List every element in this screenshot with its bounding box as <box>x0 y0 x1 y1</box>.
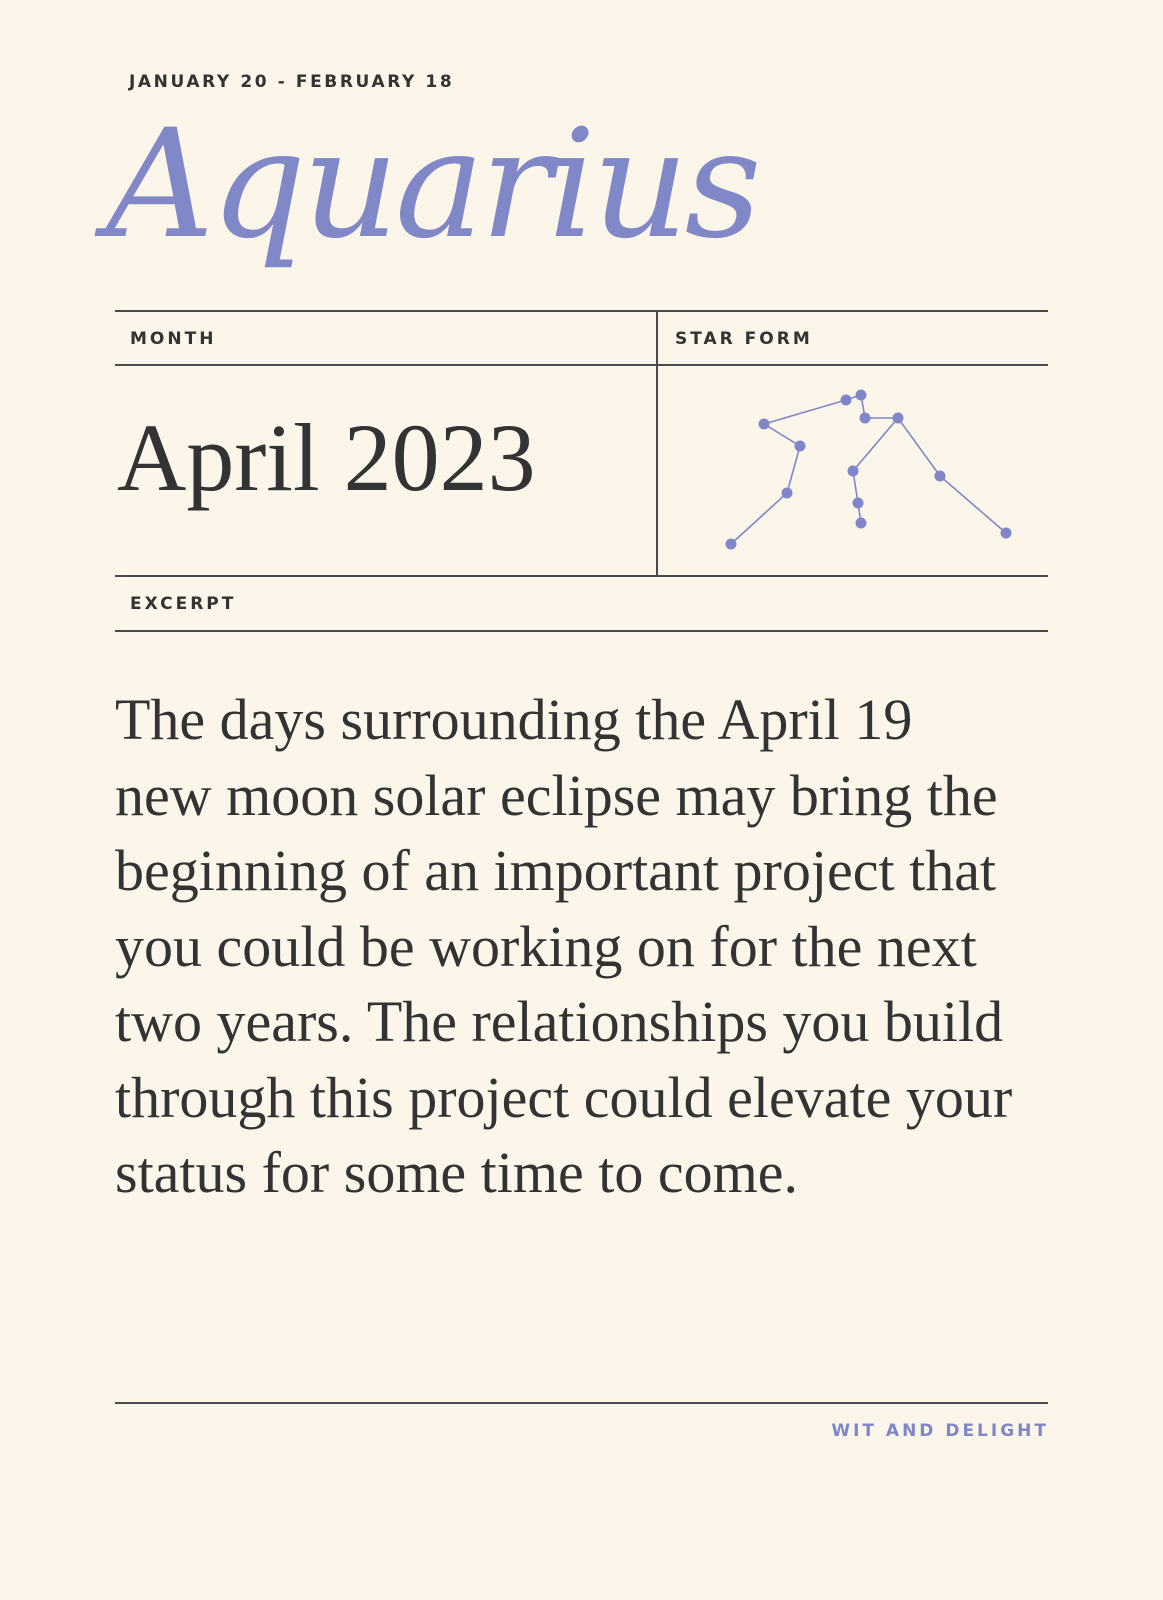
excerpt-label: EXCERPT <box>130 594 237 614</box>
star <box>893 413 904 424</box>
brand-name: WIT AND DELIGHT <box>831 1421 1049 1441</box>
month-value: April 2023 <box>117 404 536 511</box>
date-range: JANUARY 20 - FEBRUARY 18 <box>129 72 455 92</box>
month-label: MONTH <box>130 329 217 349</box>
top-divider <box>115 310 1048 312</box>
star <box>848 466 859 477</box>
star <box>860 413 871 424</box>
sign-title: Aquarius <box>106 98 758 272</box>
excerpt-text: The days surrounding the April 19 new moon solar eclipse may bring the beginning of an important project that you could be working on for the next two years. The relationships you build through this project could elevate your status for some time to come. <box>115 687 1013 1205</box>
star <box>1001 528 1012 539</box>
star-form-label: STAR FORM <box>675 329 813 349</box>
star <box>935 471 946 482</box>
star <box>856 390 867 401</box>
excerpt-divider <box>115 630 1048 632</box>
star <box>853 498 864 509</box>
month-divider <box>115 575 1048 577</box>
footer-divider <box>115 1402 1048 1404</box>
star <box>726 539 737 550</box>
star <box>759 419 770 430</box>
star <box>795 441 806 452</box>
constellation-stars <box>726 390 1012 550</box>
star <box>782 488 793 499</box>
star <box>856 518 867 529</box>
aquarius-constellation-icon <box>657 360 1048 575</box>
star <box>841 395 852 406</box>
